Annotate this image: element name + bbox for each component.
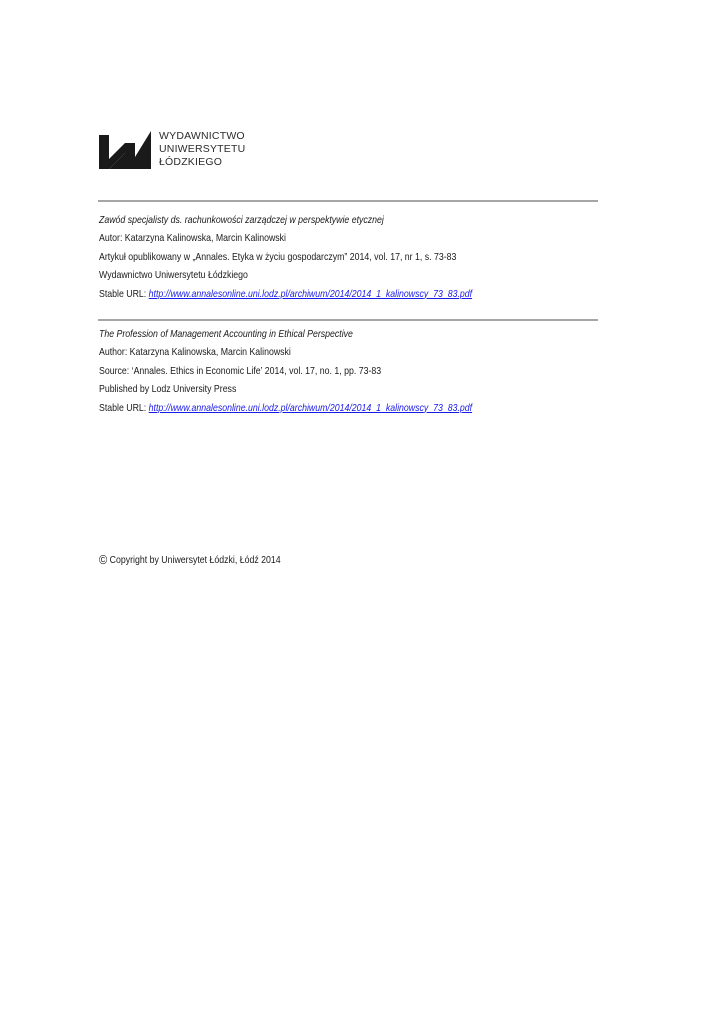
- copyright-notice: [99, 551, 281, 570]
- divider: [98, 319, 598, 321]
- publisher-name-line: WYDAWNICTWO: [159, 130, 245, 142]
- copyright-icon: ©: [99, 552, 108, 567]
- authors-en: Author: Katarzyna Kalinowska, Marcin Kalinowski: [99, 347, 291, 359]
- publisher-name-line: UNIWERSYTETU: [159, 143, 246, 155]
- english-metadata: [99, 326, 472, 418]
- authors-pl: Autor: Katarzyna Kalinowska, Marcin Kalinowski: [99, 233, 286, 245]
- stable-url-label: Stable URL:: [99, 402, 149, 414]
- publisher-name: [159, 130, 245, 169]
- publisher-en: Published by Lodz University Press: [99, 384, 237, 396]
- article-title-en: The Profession of Management Accounting in Ethical Perspective: [99, 329, 353, 340]
- publisher-logo: [99, 128, 269, 172]
- publisher-logo-icon: [99, 131, 151, 169]
- stable-url-label: Stable URL:: [99, 288, 149, 300]
- article-source-en: Source: ‘Annales. Ethics in Economic Life’ 2014, vol. 17, no. 1, pp. 73-83: [99, 365, 382, 377]
- publisher-pl: Wydawnictwo Uniwersytetu Łódzkiego: [99, 270, 248, 282]
- publisher-name-line: ŁÓDZKIEGO: [159, 156, 223, 168]
- copyright-text: Copyright by Uniwersytet Łódzki, Łódź 2014: [107, 555, 281, 566]
- polish-metadata: [99, 212, 472, 304]
- stable-url-row-en: [99, 400, 472, 418]
- stable-url-link[interactable]: http://www.annalesonline.uni.lodz.pl/archiwum/2014/2014_1_kalinowscy_73_83.pdf: [148, 402, 473, 414]
- stable-url-row-pl: [99, 286, 472, 304]
- article-title-pl: Zawód specjalisty ds. rachunkowości zarządczej w perspektywie etycznej: [99, 215, 384, 226]
- stable-url-link[interactable]: http://www.annalesonline.uni.lodz.pl/archiwum/2014/2014_1_kalinowscy_73_83.pdf: [148, 288, 473, 300]
- article-source-pl: Artykuł opublikowany w „Annales. Etyka w życiu gospodarczym” 2014, vol. 17, nr 1, s. 73-83: [99, 251, 457, 263]
- divider: [98, 200, 598, 202]
